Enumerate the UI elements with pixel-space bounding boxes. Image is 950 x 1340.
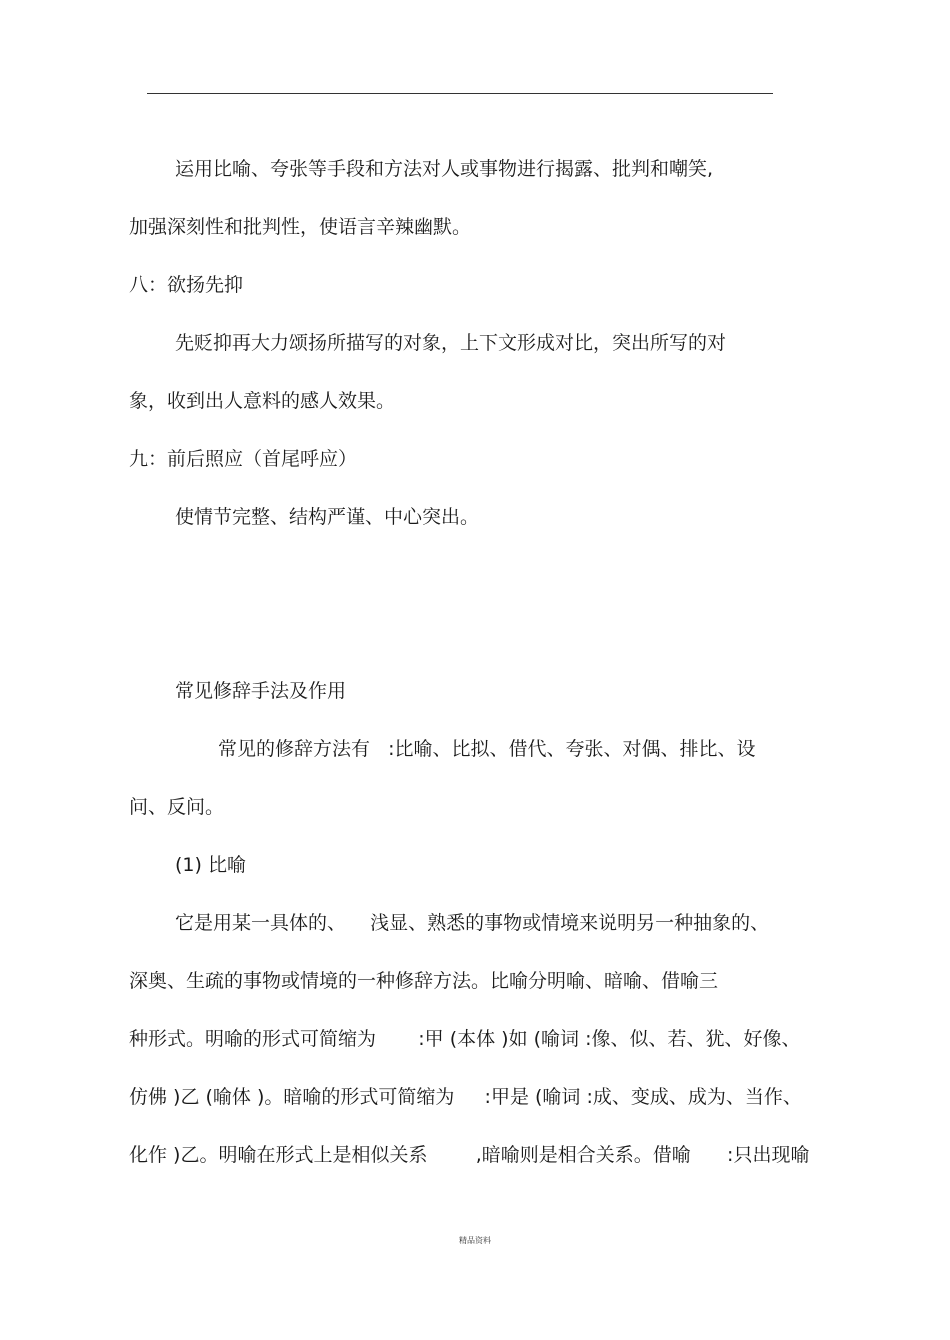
body-line: 化作 )乙。明喻在形式上是相似关系 ,暗喻则是相合关系。借喻 :只出现喻	[129, 1144, 810, 1166]
body-line: 象，收到出人意料的感人效果。	[129, 390, 396, 412]
body-line: 先贬抑再大力颂扬所描写的对象，上下文形成对比，突出所写的对	[175, 332, 727, 354]
section-heading: 八：欲扬先抑	[129, 274, 244, 296]
body-line: 种形式。明喻的形式可简缩为 :甲 (本体 )如 (喻词 :像、似、若、犹、好像、	[129, 1028, 801, 1050]
body-line: 仿佛 )乙 (喻体 )。暗喻的形式可简缩为 :甲是 (喻词 :成、变成、成为、当作、	[129, 1086, 802, 1108]
body-line: 使情节完整、结构严谨、中心突出。	[175, 506, 480, 528]
body-line: 深奥、生疏的事物或情境的一种修辞方法。比喻分明喻、暗喻、借喻三	[129, 970, 719, 992]
body-line: 问、反问。	[129, 796, 225, 818]
subsection-heading: (1) 比喻	[175, 854, 246, 876]
body-line: 加强深刻性和批判性，使语言辛辣幽默。	[129, 216, 472, 238]
body-line: 它是用某一具体的、 浅显、熟悉的事物或情境来说明另一种抽象的、	[175, 912, 770, 934]
section-heading: 九：前后照应（首尾呼应）	[129, 448, 358, 470]
body-line: 运用比喻、夸张等手段和方法对人或事物进行揭露、批判和嘲笑,	[175, 158, 714, 180]
header-rule	[147, 93, 773, 94]
document-title: 常见修辞手法及作用	[175, 680, 347, 702]
body-line: 常见的修辞方法有 :比喻、比拟、借代、夸张、对偶、排比、设	[218, 738, 756, 760]
page-footer: 精品资料	[459, 1236, 491, 1245]
